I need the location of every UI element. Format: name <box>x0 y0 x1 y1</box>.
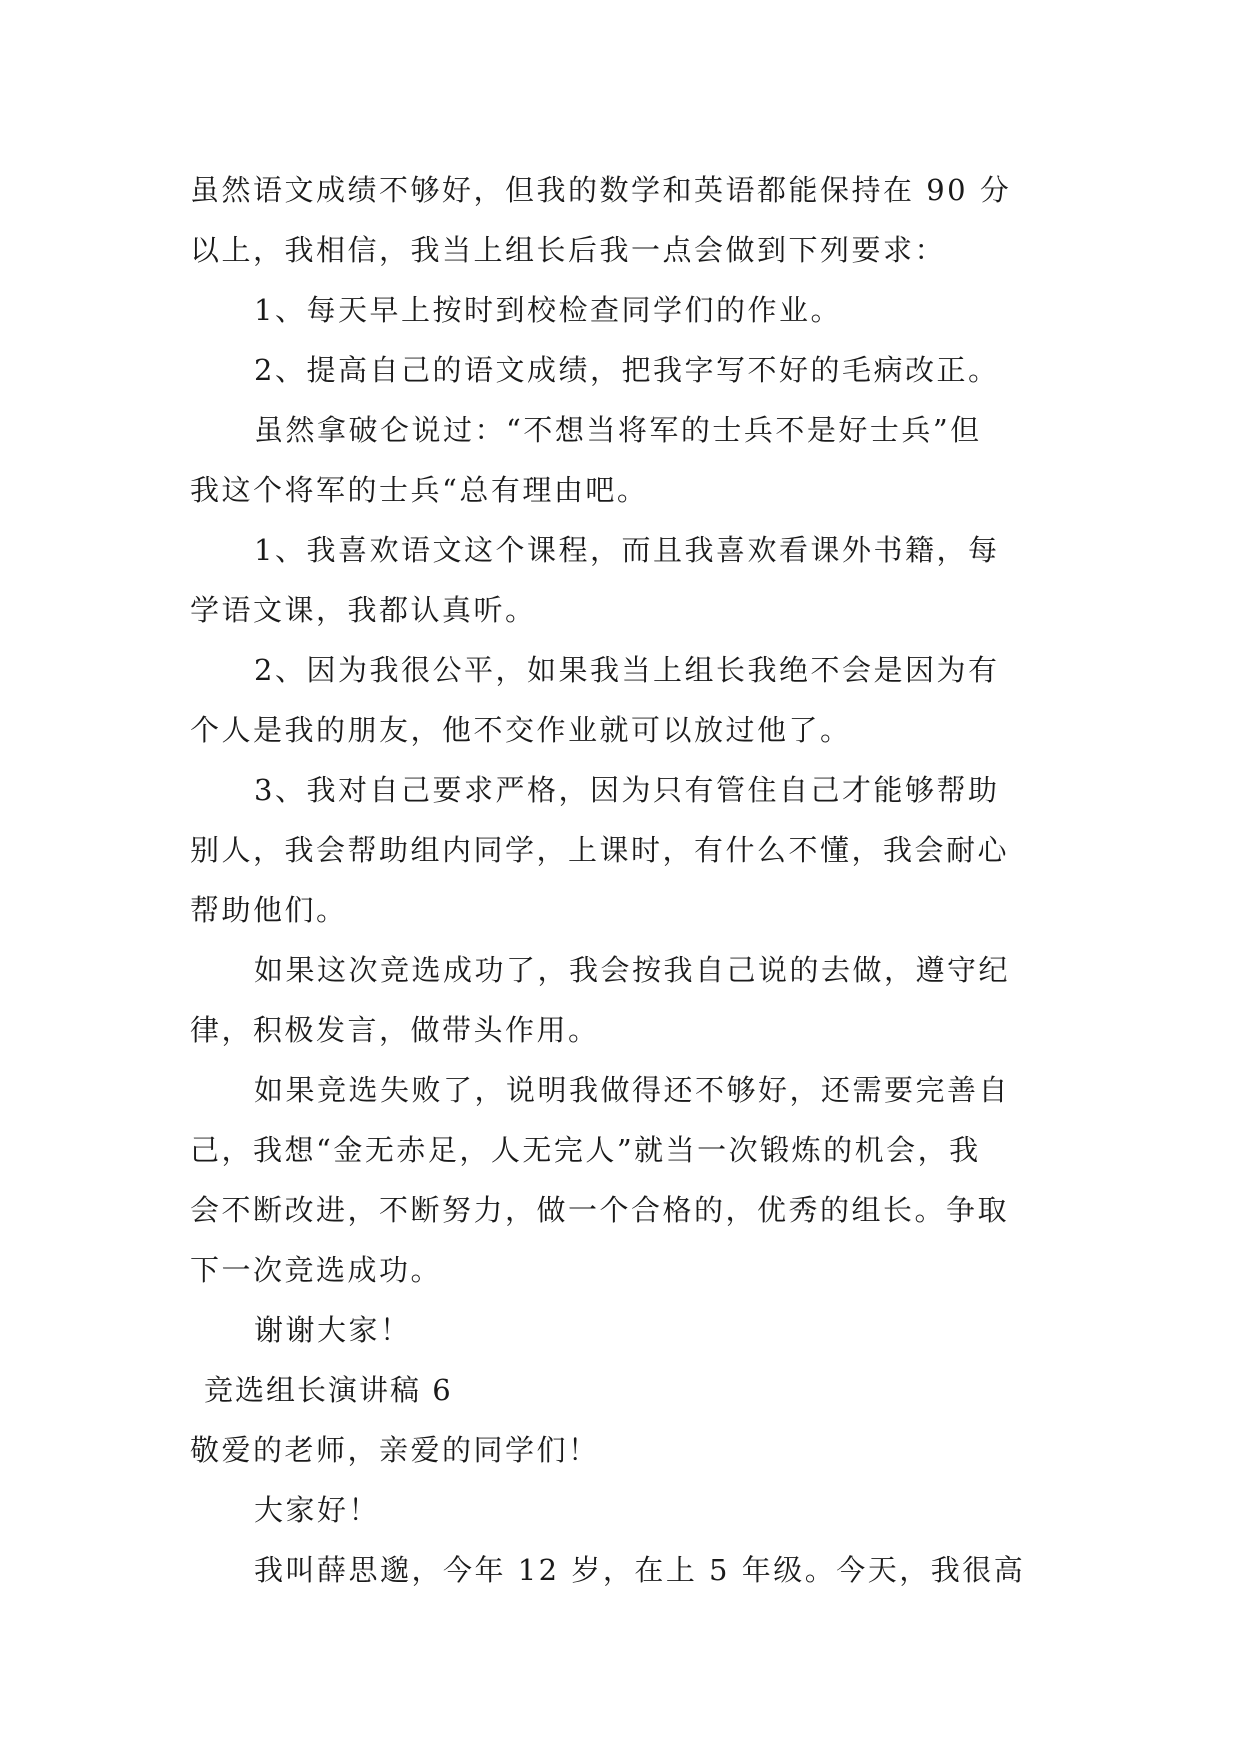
text-line: 1、我喜欢语文这个课程，而且我喜欢看课外书籍，每 <box>254 533 1000 567</box>
document-body <box>190 160 1050 1600</box>
text-line: 谢谢大家！ <box>254 1313 412 1347</box>
text-line: 敬爱的老师，亲爱的同学们！ <box>190 1433 600 1467</box>
text-line: 大家好！ <box>254 1493 381 1527</box>
text-line: 以上，我相信，我当上组长后我一点会做到下列要求： <box>190 233 947 267</box>
text-line: 3、我对自己要求严格，因为只有管住自己才能够帮助 <box>254 773 1000 807</box>
text-line: 2、因为我很公平，如果我当上组长我绝不会是因为有 <box>254 653 1000 687</box>
text-line: 别人，我会帮助组内同学，上课时，有什么不懂，我会耐心 <box>190 833 1010 867</box>
text-line: 帮助他们。 <box>190 893 348 927</box>
text-line: 学语文课，我都认真听。 <box>190 593 537 627</box>
text-line: 如果这次竞选成功了，我会按我自己说的去做，遵守纪 <box>254 953 1011 987</box>
text-line: 己，我想“金无赤足，人无完人”就当一次锻炼的机会，我 <box>190 1133 981 1167</box>
text-line: 2、提高自己的语文成绩，把我字写不好的毛病改正。 <box>254 353 1000 387</box>
text-line: 律，积极发言，做带头作用。 <box>190 1013 600 1047</box>
text-line: 我这个将军的士兵“总有理由吧。 <box>190 473 649 507</box>
text-line: 我叫薛思邈，今年 12 岁，在上 5 年级。今天，我很高 <box>254 1553 1026 1587</box>
text-line: 会不断改进，不断努力，做一个合格的，优秀的组长。争取 <box>190 1193 1010 1227</box>
text-line: 下一次竞选成功。 <box>190 1253 443 1287</box>
text-line: 虽然语文成绩不够好，但我的数学和英语都能保持在 90 分 <box>190 173 1012 207</box>
text-line: 虽然拿破仑说过：“不想当将军的士兵不是好士兵”但 <box>254 413 982 447</box>
text-line: 个人是我的朋友，他不交作业就可以放过他了。 <box>190 713 852 747</box>
text-line: 如果竞选失败了，说明我做得还不够好，还需要完善自 <box>254 1073 1011 1107</box>
section-heading: 竞选组长演讲稿 6 <box>204 1373 453 1407</box>
text-line: 1、每天早上按时到校检查同学们的作业。 <box>254 293 842 327</box>
